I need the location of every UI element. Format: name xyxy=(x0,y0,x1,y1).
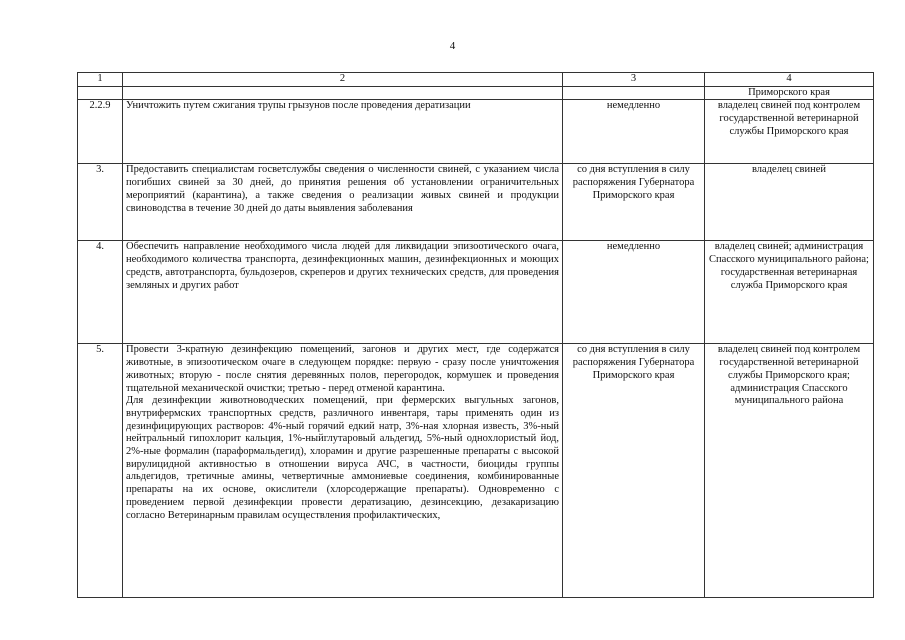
table-row xyxy=(78,164,874,241)
carry-over-responsible: Приморского края xyxy=(705,86,874,100)
header-col-3: 3 xyxy=(563,73,705,87)
row-responsible: владелец свиней; администрация Спасского муниципального района; государственная ветеринарная служба Приморского края xyxy=(705,241,874,344)
table-row xyxy=(78,241,874,344)
row-responsible: владелец свиней под контролем государственной ветеринарной службы Приморского края xyxy=(705,100,874,164)
row-term: немедленно xyxy=(563,241,705,344)
header-col-2: 2 xyxy=(123,73,563,87)
row-number: 4. xyxy=(78,241,123,344)
carry-over-empty-cell xyxy=(78,86,123,100)
row-action xyxy=(123,241,563,344)
row-number: 2.2.9 xyxy=(78,100,123,164)
table-row xyxy=(78,344,874,598)
header-col-1: 1 xyxy=(78,73,123,87)
action-paragraph: Предоставить специалистам госветслужбы сведения о численности свиней, с указанием числа погибших свиней за 30 дней, до принятия решения об установлении ограничительных мероприятий (карантина), а также сведения о реализации живых свиней и продукции свиноводства в течение 30 дней до даты выявления заболевания xyxy=(126,164,559,214)
row-action xyxy=(123,164,563,241)
action-paragraph: Обеспечить направление необходимого числа людей для ликвидации эпизоотического очага, необходимого количества транспорта, дезинфекционных машин, дезинфекционных и моющих средств, автотранспорта, бульдозеров, скреперов и других технических средств, для проведения земляных и других работ xyxy=(126,241,559,291)
table-header-row xyxy=(78,73,874,87)
row-term: со дня вступления в силу распоряжения Губернатора Приморского края xyxy=(563,164,705,241)
row-term: со дня вступления в силу распоряжения Губернатора Приморского края xyxy=(563,344,705,598)
row-number: 3. xyxy=(78,164,123,241)
row-term: немедленно xyxy=(563,100,705,164)
action-paragraph: Провести 3-кратную дезинфекцию помещений, загонов и других мест, где содержатся животные, в эпизоотическом очаге в следующем порядке: первую - сразу после уничтожения животных; вторую - после снятия деревянных полов, перегородок, кормушек и проведения тщательной механической очистки; третью - перед отменой карантина. xyxy=(126,344,559,394)
row-action xyxy=(123,100,563,164)
row-responsible: владелец свиней под контролем государственной ветеринарной службы Приморского края; администрация Спасского муниципального района xyxy=(705,344,874,598)
row-number: 5. xyxy=(78,344,123,598)
action-paragraph: Уничтожить путем сжигания трупы грызунов после проведения дератизации xyxy=(126,100,471,112)
action-paragraph: Для дезинфекции животноводческих помещений, при фермерских выгульных загонов, внутрифермских транспортных средств, различного инвентаря, тары применять один из дезинфицирующих растворов: 4%-ный горячий едкий натр, 3%-ная хлорная известь, 3%-ный нейтральный гипохлорит кальция, 1%-ныйглутаровый альдегид, 5%-ный однохлористый йод, 2%-ные формалин (параформальдегид), хлорамин и другие разрешенные препараты с высокой вирулицидной активностью в отношении вируса АЧС, в частности, биоциды группы альдегидов, третичные амины, четвертичные аммониевые соединения, комбинированные препараты на их основе, окислители (хлорсодержащие препараты). Одновременно с проведением первой дезинфекции провести дератизацию, дезинсекцию, дезакаризацию согласно Ветеринарным правилам осуществления профилактических, xyxy=(126,395,559,521)
carry-over-empty-cell xyxy=(563,86,705,100)
table-row xyxy=(78,100,874,164)
header-col-4: 4 xyxy=(705,73,874,87)
carry-over-empty-cell xyxy=(123,86,563,100)
carry-over-row xyxy=(78,86,874,100)
row-action xyxy=(123,344,563,598)
page-number: 4 xyxy=(449,40,456,52)
measures-table xyxy=(77,72,874,598)
row-responsible: владелец свиней xyxy=(705,164,874,241)
